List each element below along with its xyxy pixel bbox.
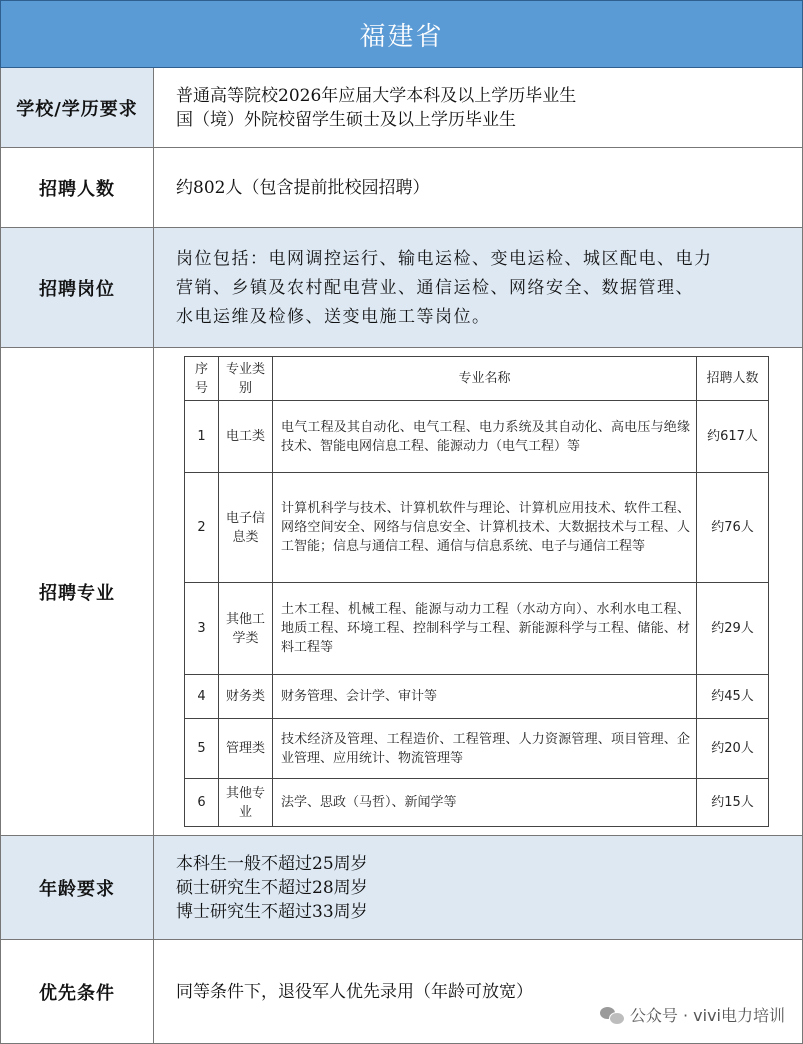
row-education [0,68,803,148]
cell-category: 其他工学类 [219,583,273,675]
age-line-2: 硕士研究生不超过28周岁 [176,878,368,898]
watermark-text: 公众号 · vivi电力培训 [629,1006,785,1025]
cell-seq: 2 [185,473,219,583]
age-line-1: 本科生一般不超过25周岁 [176,854,368,874]
content-headcount [154,148,803,228]
page-title: 福建省 [0,0,803,68]
positions-line-3: 水电运维及检修、送变电施工等岗位。 [176,306,491,327]
cell-count: 约29人 [697,583,769,675]
cell-category: 其他专业 [219,779,273,827]
table-row [185,675,769,719]
row-positions [0,228,803,348]
cell-name: 计算机科学与技术、计算机软件与理论、计算机应用技术、软件工程、网络空间安全、网络与信息安全、计算机技术、大数据技术与工程、人工智能；信息与通信工程、通信与信息系统、电子与通信工程等 [273,473,697,583]
table-row [185,719,769,779]
priority-line-1: 同等条件下，退役军人优先录用（年龄可放宽） [176,981,533,1002]
cell-category: 管理类 [219,719,273,779]
education-line-2: 国（境）外院校留学生硕士及以上学历毕业生 [176,110,516,130]
label-positions: 招聘岗位 [0,228,154,348]
cell-seq: 6 [185,779,219,827]
cell-count: 约617人 [697,401,769,473]
table-row [185,473,769,583]
label-priority: 优先条件 [0,940,154,1043]
content-positions [154,228,803,348]
table-row [185,583,769,675]
age-line-3: 博士研究生不超过33周岁 [176,902,368,922]
table-row [185,401,769,473]
positions-line-2: 营销、乡镇及农村配电营业、通信运检、网络安全、数据管理、 [176,277,694,298]
headcount-line-1: 约802人（包含提前批校园招聘） [176,178,430,198]
cell-name: 土木工程、机械工程、能源与动力工程（水动方向）、水利水电工程、地质工程、环境工程、控制科学与工程、新能源科学与工程、储能、材料工程等 [273,583,697,675]
cell-name: 电气工程及其自动化、电气工程、电力系统及其自动化、高电压与绝缘技术、智能电网信息工程、能源动力（电气工程）等 [273,401,697,473]
table-header-row [185,357,769,401]
cell-seq: 3 [185,583,219,675]
cell-name: 技术经济及管理、工程造价、工程管理、人力资源管理、项目管理、企业管理、应用统计、物流管理等 [273,719,697,779]
cell-name: 法学、思政（马哲）、新闻学等 [273,779,697,827]
header-category: 专业类别 [219,357,273,401]
label-headcount: 招聘人数 [0,148,154,228]
cell-category: 电工类 [219,401,273,473]
header-seq: 序号 [185,357,219,401]
cell-count: 约20人 [697,719,769,779]
row-headcount [0,148,803,228]
watermark [600,1003,785,1026]
cell-seq: 1 [185,401,219,473]
row-age [0,836,803,940]
header-count: 招聘人数 [697,357,769,401]
cell-count: 约45人 [697,675,769,719]
content-education [154,68,803,148]
cell-seq: 5 [185,719,219,779]
header-name: 专业名称 [273,357,697,401]
row-priority [0,940,803,1044]
cell-category: 财务类 [219,675,273,719]
wechat-icon [600,1005,624,1025]
majors-table [184,356,769,827]
label-education: 学校/学历要求 [0,68,154,148]
cell-name: 财务管理、会计学、审计等 [273,675,697,719]
positions-line-1: 岗位包括：电网调控运行、输电运检、变电运检、城区配电、电力 [176,248,713,269]
cell-count: 约15人 [697,779,769,827]
cell-seq: 4 [185,675,219,719]
cell-category: 电子信息类 [219,473,273,583]
table-row [185,779,769,827]
content-priority [154,940,803,1043]
content-age [154,836,803,940]
label-age: 年龄要求 [0,836,154,940]
cell-count: 约76人 [697,473,769,583]
label-majors: 招聘专业 [0,348,154,836]
education-line-1: 普通高等院校2026年应届大学本科及以上学历毕业生 [176,86,577,106]
